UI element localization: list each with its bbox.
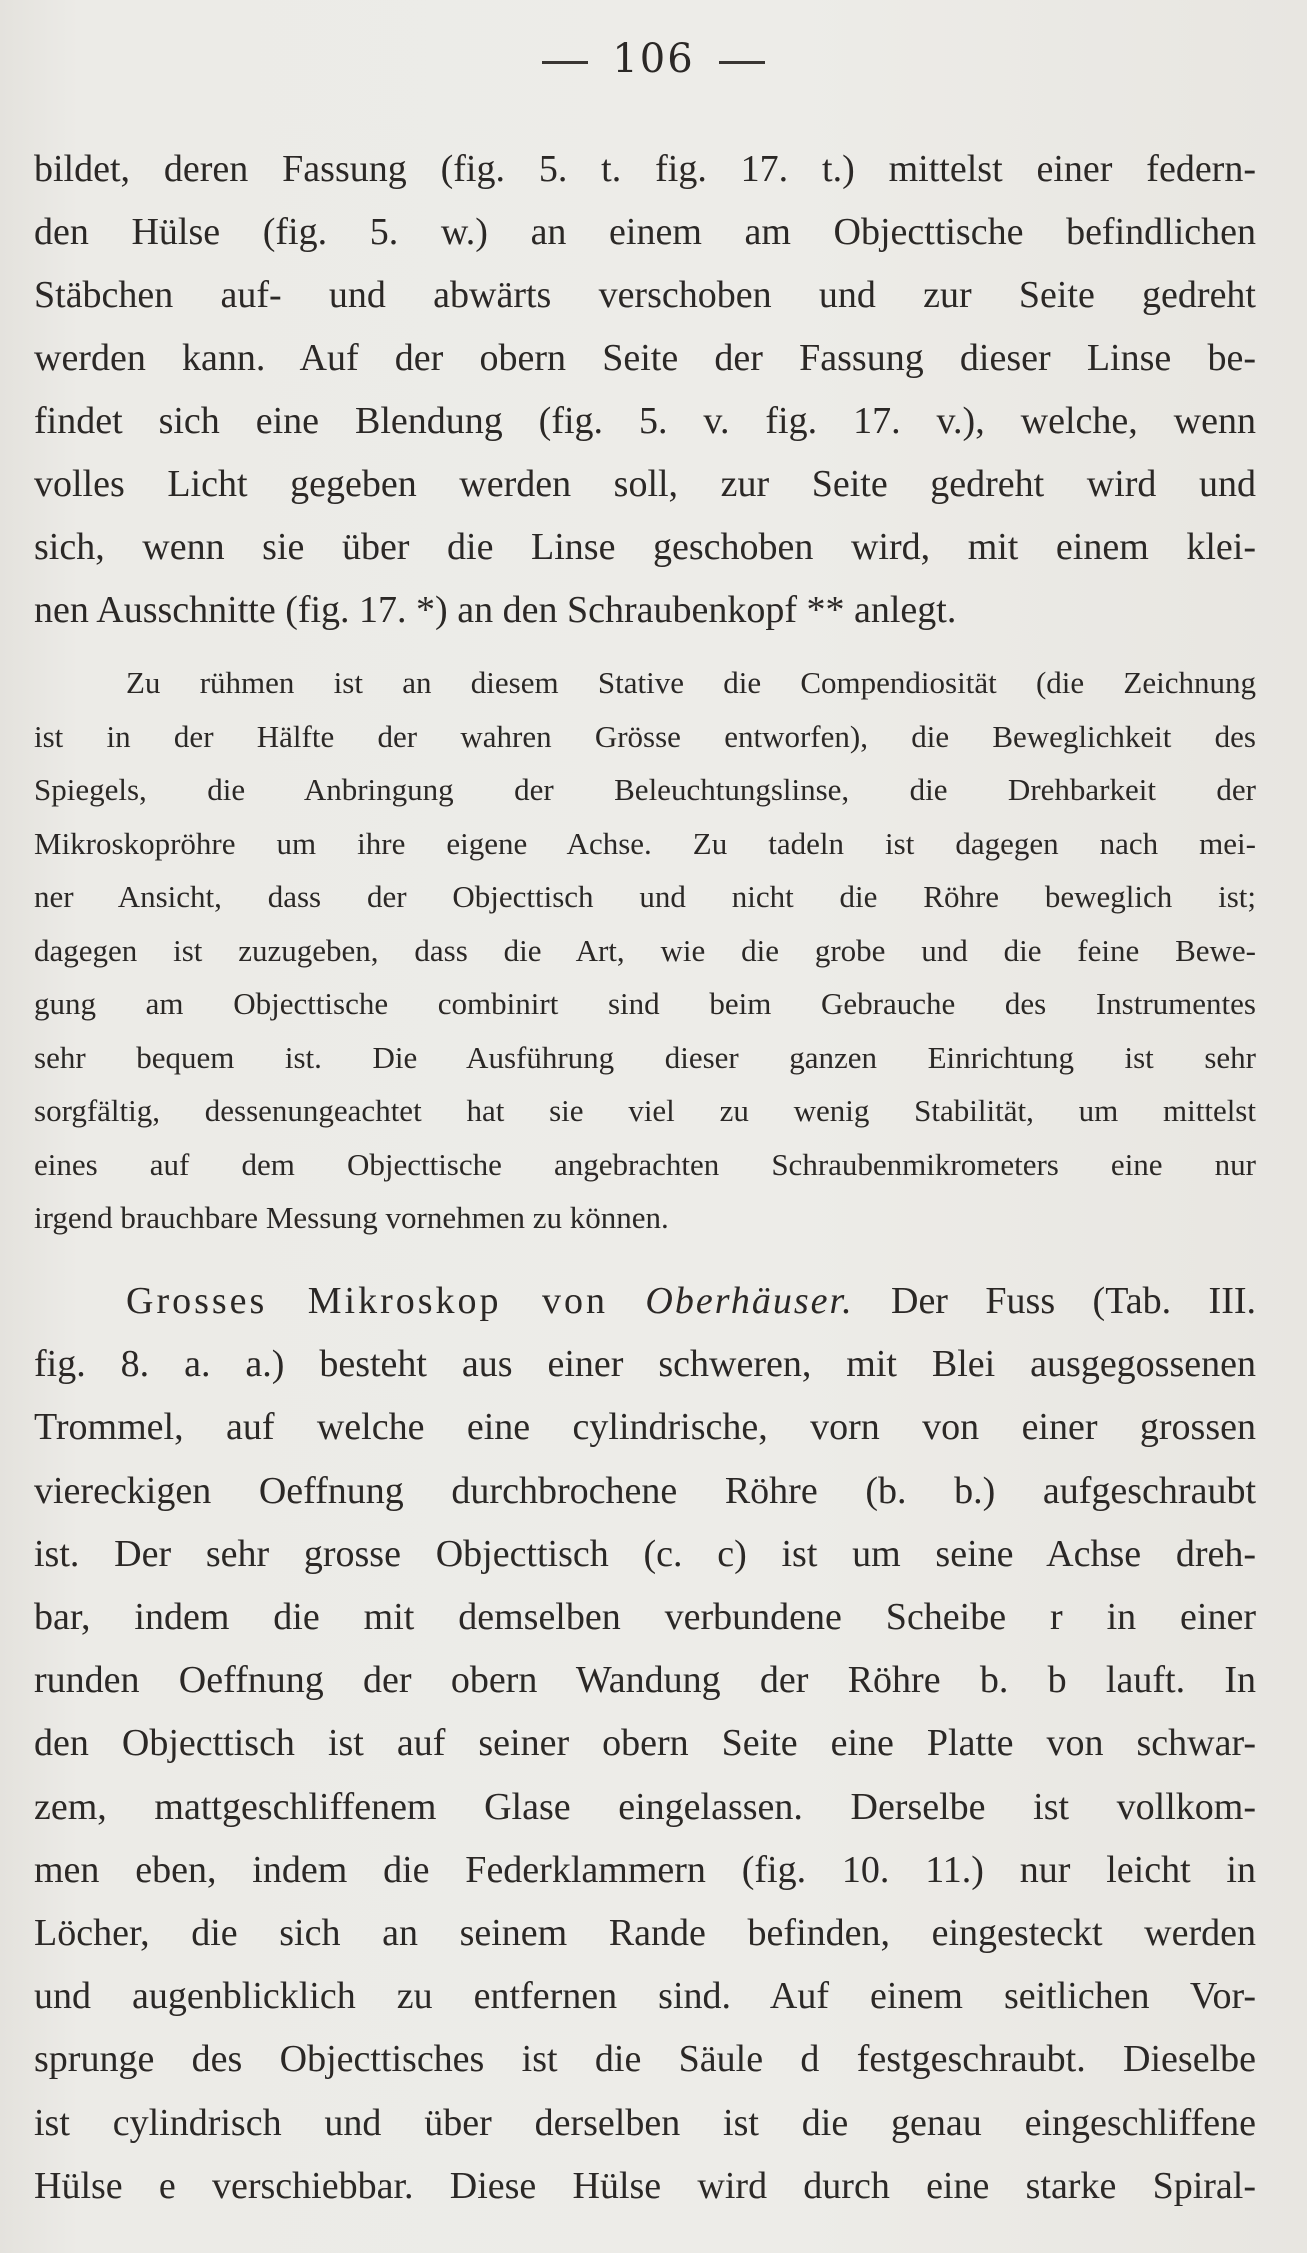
text-line: ist cylindrisch und über derselben ist die genau eingeschliffene [34, 2101, 1256, 2144]
text-line: viereckigen Oeffnung durchbrochene Röhre (b. b.) aufgeschraubt [34, 1469, 1256, 1512]
text-line: ner Ansicht, dass der Objecttisch und nicht die Röhre beweglich ist; [34, 879, 1256, 914]
paragraph-oberhaeuser [34, 1270, 1256, 2218]
section-heading-line [34, 1270, 1256, 1333]
text-line: sprunge des Objecttisches ist die Säule d festgeschraubt. Dieselbe [34, 2038, 1256, 2081]
text-line: Stäbchen auf- und abwärts verschoben und zur Seite gedreht [34, 274, 1256, 316]
text-line: Spiegels, die Anbringung der Beleuchtungslinse, die Drehbarkeit der [34, 772, 1256, 807]
text-line: ist in der Hälfte der wahren Grösse entworfen), die Beweglichkeit des [34, 718, 1256, 754]
text-line: ist. Der sehr grosse Objecttisch (c. c) ist um seine Achse dreh- [34, 1532, 1256, 1575]
text-line: den Hülse (fig. 5. w.) an einem am Objecttische befindlichen [34, 211, 1256, 253]
text-line: sorgfältig, dessenungeachtet hat sie viel zu wenig Stabilität, um mittelst [34, 1093, 1256, 1128]
text-line: Zu rühmen ist an diesem Stative die Compendiosität (die Zeichnung [126, 665, 1256, 700]
text-line: irgend brauchbare Messung vornehmen zu können. [34, 1200, 669, 1235]
text-fragment: Der Fuss (Tab. III. [891, 1280, 1257, 1322]
text-line: fig. 8. a. a.) besteht aus einer schweren, mit Blei ausgegossenen [34, 1343, 1256, 1386]
text-line: den Objecttisch ist auf seiner obern Seite eine Platte von schwar- [34, 1722, 1256, 1765]
text-line: findet sich eine Blendung (fig. 5. v. fig. 17. v.), welche, wenn [34, 400, 1256, 442]
paragraph-evaluation [34, 656, 1256, 1245]
section-heading: Grosses Mikroskop von [126, 1280, 608, 1322]
text-line: werden kann. Auf der obern Seite der Fassung dieser Linse be- [34, 337, 1256, 379]
text-line: Löcher, die sich an seinem Rande befinden, eingesteckt werden [34, 1912, 1256, 1955]
text-line: sich, wenn sie über die Linse geschoben wird, mit einem klei- [34, 526, 1256, 568]
text-line: nen Ausschnitte (fig. 17. *) an den Schraubenkopf ** anlegt. [34, 589, 957, 631]
page-number: 106 [612, 36, 695, 82]
text-line: dagegen ist zuzugeben, dass die Art, wie die grobe und die feine Bewe- [34, 932, 1256, 968]
text-line: gung am Objecttische combinirt sind beim Gebrauche des Instrumentes [34, 986, 1256, 1021]
text-line: volles Licht gegeben werden soll, zur Seite gedreht wird und [34, 463, 1256, 505]
text-line: sehr bequem ist. Die Ausführung dieser ganzen Einrichtung ist sehr [34, 1039, 1256, 1075]
page-header [0, 36, 1307, 82]
text-line: runden Oeffnung der obern Wandung der Röhre b. b lauft. In [34, 1659, 1256, 1702]
text-line: bar, indem die mit demselben verbundene Scheibe r in einer [34, 1596, 1256, 1639]
text-line: men eben, indem die Federklammern (fig. 10. 11.) nur leicht in [34, 1848, 1256, 1891]
text-line: Mikroskopröhre um ihre eigene Achse. Zu tadeln ist dagegen nach mei- [34, 825, 1256, 861]
maker-name: Oberhäuser. [645, 1280, 854, 1322]
paragraph-continuation [34, 138, 1256, 642]
text-line: und augenblicklich zu entfernen sind. Auf einem seitlichen Vor- [34, 1975, 1256, 2018]
text-line: Trommel, auf welche eine cylindrische, vorn von einer grossen [34, 1406, 1256, 1449]
text-line: eines auf dem Objecttische angebrachten Schraubenmikrometers eine nur [34, 1146, 1256, 1182]
header-dash-right [719, 61, 765, 64]
text-line: Hülse e verschiebbar. Diese Hülse wird durch eine starke Spiral- [34, 2164, 1256, 2207]
text-line: zem, mattgeschliffenem Glase eingelassen. Derselbe ist vollkom- [34, 1785, 1256, 1828]
text-line: bildet, deren Fassung (fig. 5. t. fig. 17. t.) mittelst einer federn- [34, 148, 1256, 190]
header-dash-left [542, 61, 588, 64]
